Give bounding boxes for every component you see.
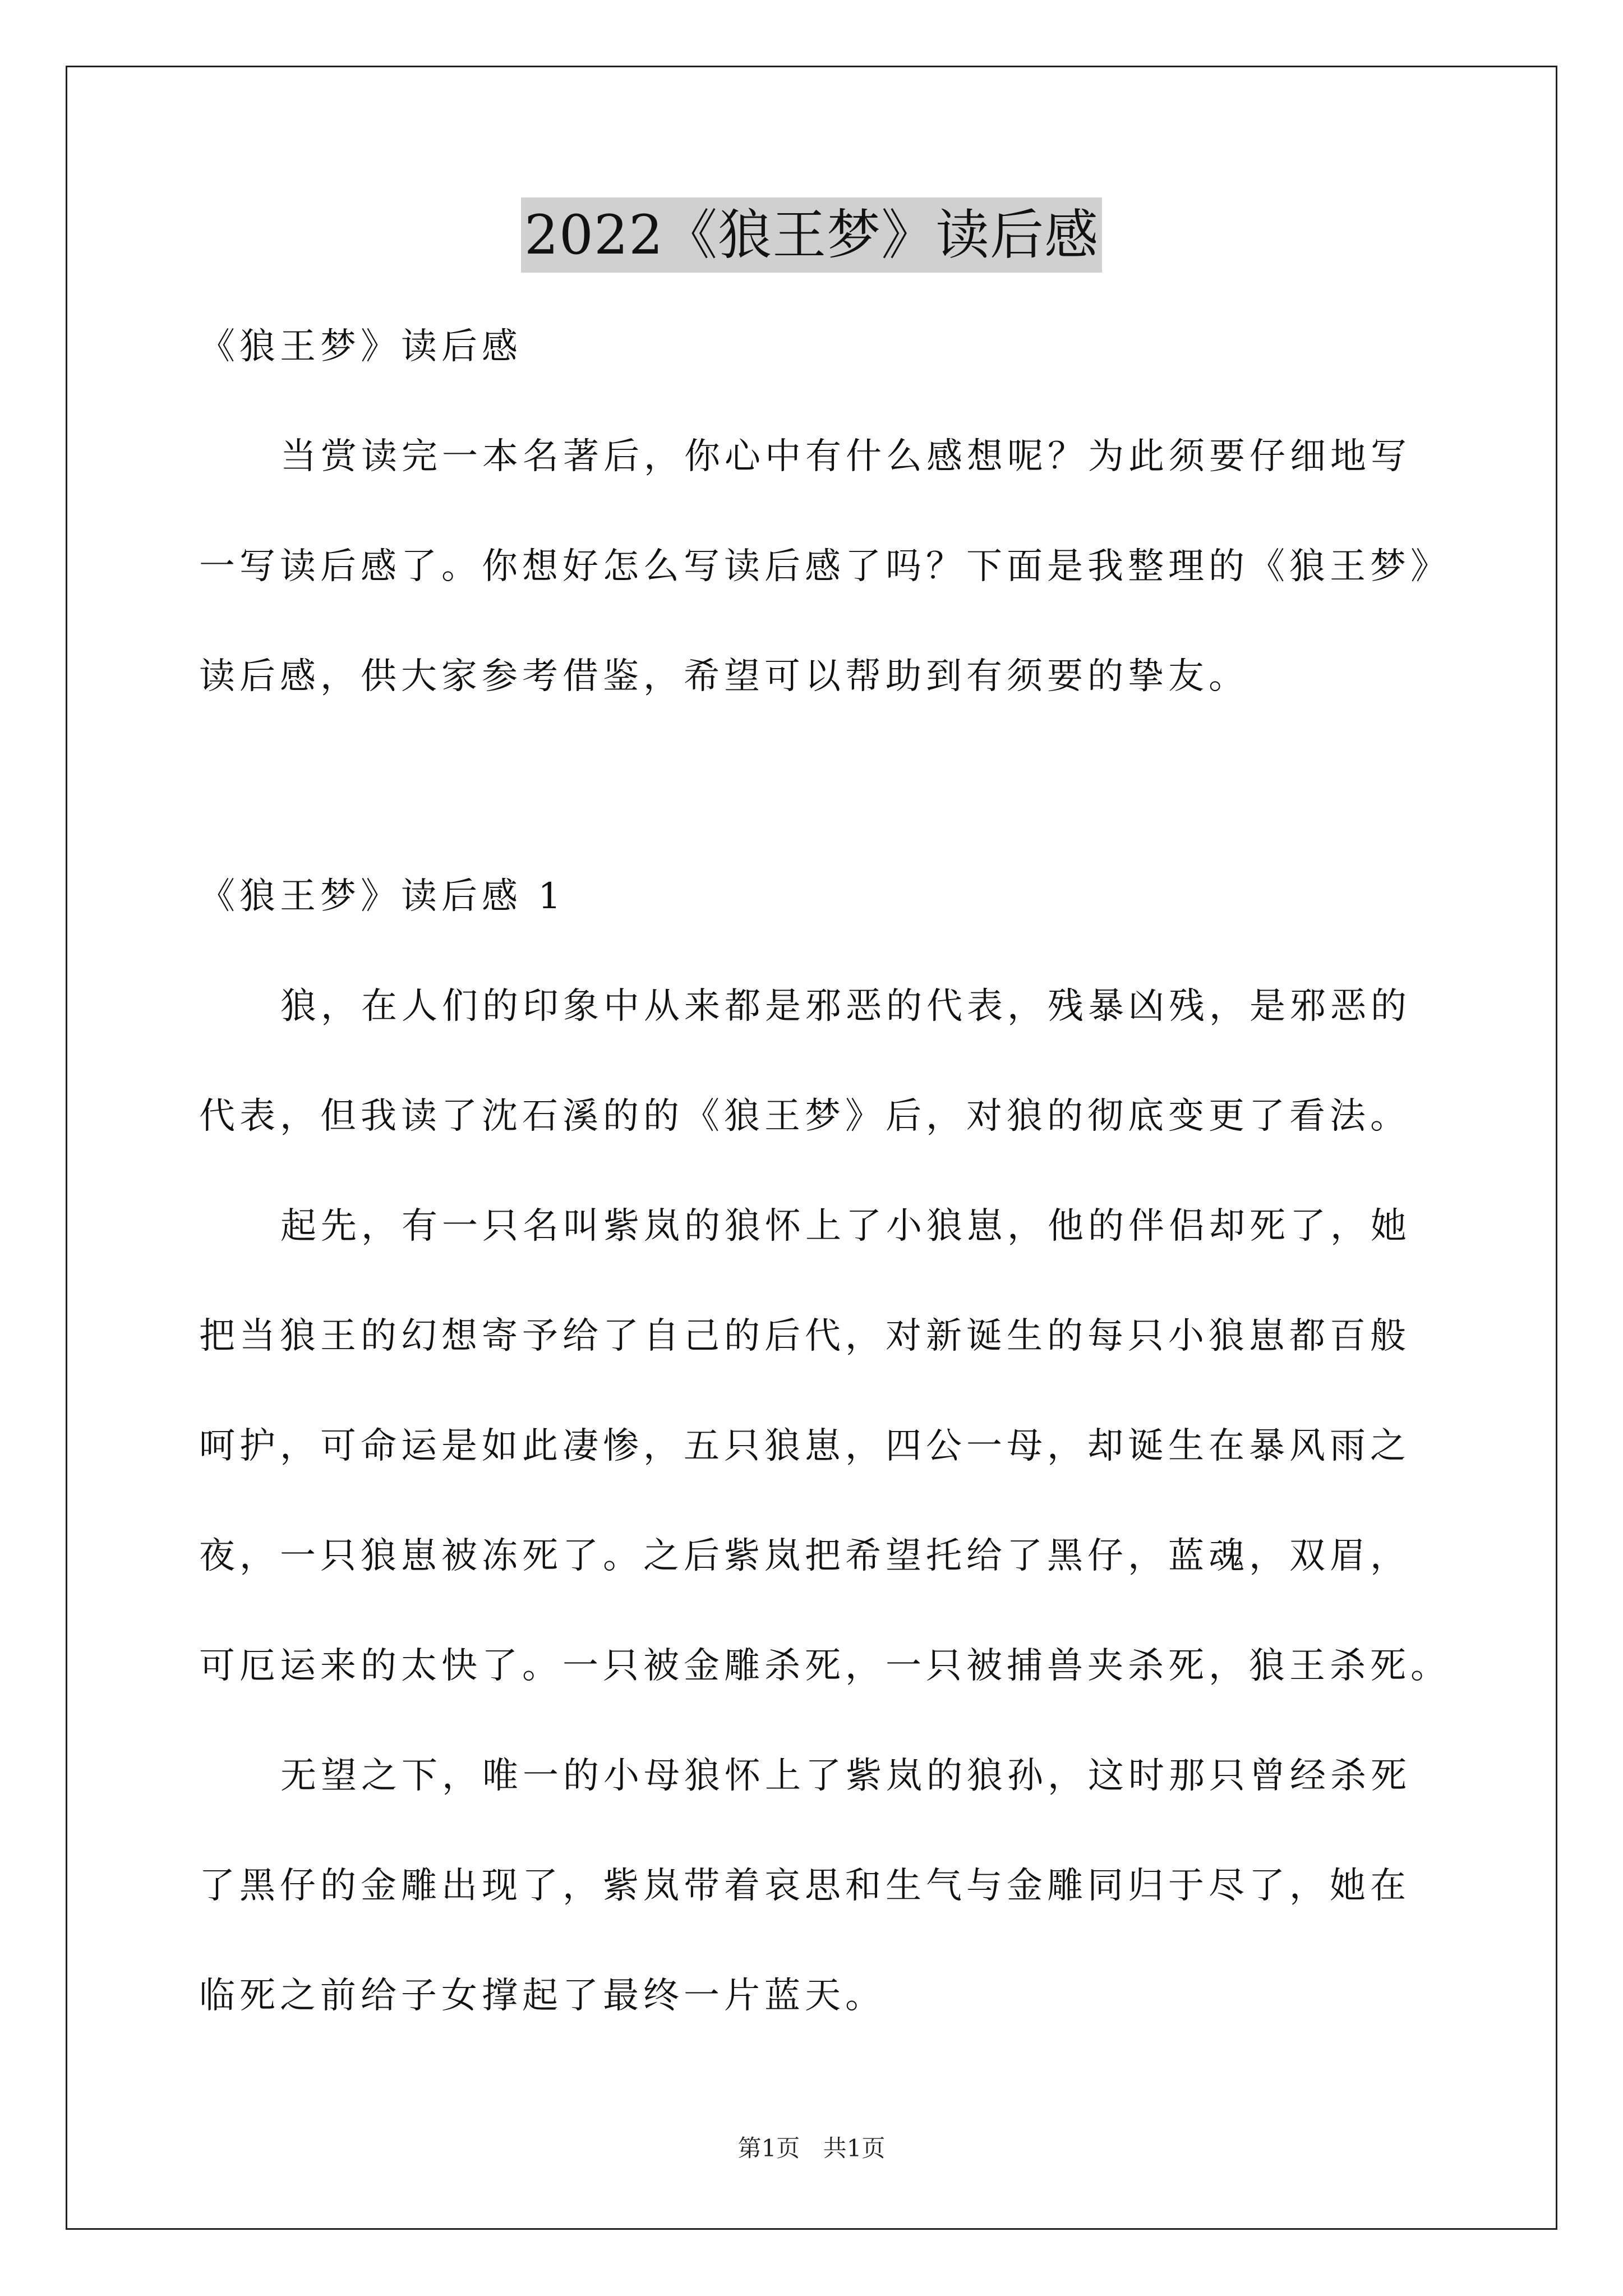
section-heading: 《狼王梦》读后感 1 (199, 876, 566, 917)
intro-heading: 《狼王梦》读后感 (199, 326, 522, 367)
page-number: 第1页 (737, 2134, 800, 2162)
paragraph-line: 夜，一只狼崽被冻死了。之后紫岚把希望托给了黑仔，蓝魂，双眉， (199, 1535, 1410, 1577)
paragraph-line: 把当狼王的幻想寄予给了自己的后代，对新诞生的每只小狼崽都百般 (199, 1315, 1410, 1357)
paragraph-line: 起先，有一只名叫紫岚的狼怀上了小狼崽，他的伴侣却死了，她 (280, 1205, 1411, 1247)
intro-line: 读后感，供大家参考借鉴，希望可以帮助到有须要的挚友。 (199, 656, 1249, 697)
document-title: 2022《狼王梦》读后感 (521, 197, 1102, 273)
paragraph-line: 了黑仔的金雕出现了，紫岚带着哀思和生气与金雕同归于尽了，她在 (199, 1865, 1410, 1907)
intro-line: 一写读后感了。你想好怎么写读后感了吗？下面是我整理的《狼王梦》 (199, 546, 1451, 587)
page-total: 共1页 (823, 2134, 886, 2162)
spacer (199, 731, 1489, 841)
page-footer (0, 2132, 1623, 2165)
title-container (0, 197, 1623, 273)
paragraph-line: 可厄运来的太快了。一只被金雕杀死，一只被捕兽夹杀死，狼王杀死。 (199, 1645, 1451, 1687)
paragraph-line: 无望之下，唯一的小母狼怀上了紫岚的狼孙，这时那只曾经杀死 (280, 1755, 1411, 1797)
paragraph-line: 狼，在人们的印象中从来都是邪恶的代表，残暴凶残，是邪恶的 (280, 986, 1411, 1027)
paragraph-line: 呵护，可命运是如此凄惨，五只狼崽，四公一母，却诞生在暴风雨之 (199, 1425, 1410, 1467)
paragraph-line: 临死之前给子女撑起了最终一片蓝天。 (199, 1975, 886, 2017)
intro-line: 当赏读完一本名著后，你心中有什么感想呢？为此须要仔细地写 (280, 436, 1411, 477)
document-body (199, 292, 1489, 2051)
paragraph-line: 代表，但我读了沈石溪的的《狼王梦》后，对狼的彻底变更了看法。 (199, 1096, 1410, 1137)
